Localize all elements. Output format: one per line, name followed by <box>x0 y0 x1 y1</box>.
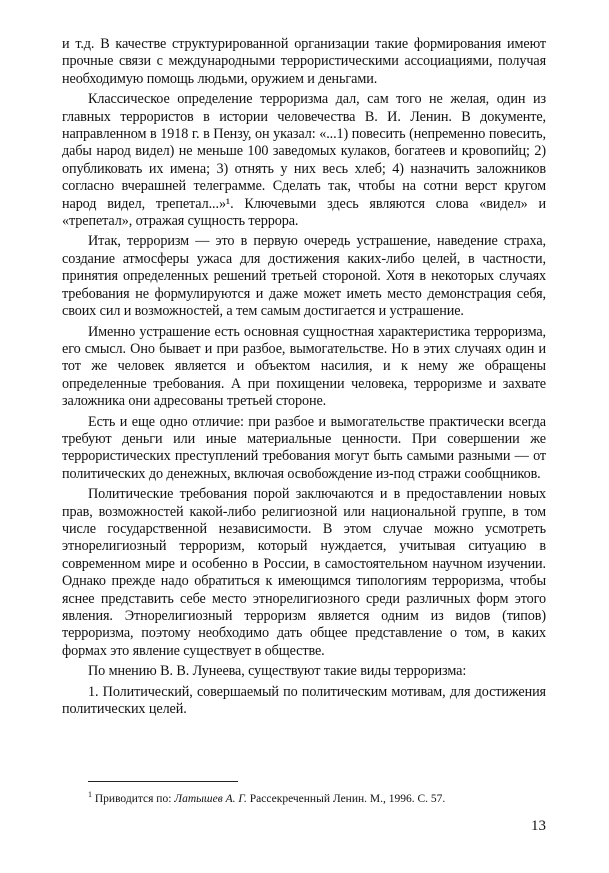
footnote-prefix: Приводится по: <box>92 792 175 805</box>
paragraph-2: Классическое определение терроризма дал, сам того не желая, один из главных террористов в истории человечества В. И. Ленин. В документе, направленном в 1918 г. в Пензу, он указал: «...1) повесить (непременно повесить, дабы народ видел) не меньше 100 заведомых кулаков, богатеев и кровопийц; 2) опубликовать их имена; 3) отнять у них весь хлеб; 4) назначить заложников согласно вчерашней телеграмме. Сделать так, чтобы на сотни верст кругом народ видел, трепетал...»¹. Ключевыми здесь являются слова «видел» и «трепетал», отражая сущность террора. <box>62 91 546 230</box>
paragraph-5: Есть и еще одно отличие: при разбое и вымогательстве практически всегда требуют деньги или иные материальные ценности. При совершении же террористических преступлений требования могут быть самыми разными — от политических до денежных, включая освобождение из-под стражи сообщников. <box>62 413 546 482</box>
footnote-divider <box>88 781 238 782</box>
footnote-author: Латышев А. Г. <box>174 792 247 805</box>
paragraph-1: и т.д. В качестве структурированной организации такие формирования имеют прочные связи с международными террористическими ассоциациями, получая необходимую помощь людьми, оружием и деньгами. <box>62 36 546 87</box>
paragraph-3: Итак, терроризм — это в первую очередь устрашение, наведение страха, создание атмосферы ужаса для достижения каких-либо целей, в частности, принятия определенных решений третьей стороной. Хотя в некоторых случаях требования не формулируются и даже может иметь место демонстрация себя, своих сил и возможностей, а тем самым достигается и устрашение. <box>62 233 546 320</box>
page-number: 13 <box>531 818 546 834</box>
paragraph-8: 1. Политический, совершаемый по политическим мотивам, для достижения политических целей. <box>62 683 546 718</box>
paragraph-7: По мнению В. В. Лунеева, существуют такие виды терроризма: <box>88 663 467 680</box>
footnote-source: Рассекреченный Ленин. М., 1996. С. 57. <box>246 792 446 805</box>
paragraph-4: Именно устрашение есть основная сущностная характеристика терроризма, его смысл. Оно бывает и при разбое, вымогательстве. Но в этих случаях один и тот же человек является и объектом насилия, и к нему же обращены определенные требования. А при похищении человека, терроризме и захвате заложника они адресованы третьей стороне. <box>62 323 546 410</box>
paragraph-6: Политические требования порой заключаются и в предоставлении новых прав, возможностей какой-либо религиозной или национальной группе, в том числе государственной независимости. В этом случае можно усмотреть этнорелигиозный терроризм, который нуждается, учитывая ситуацию в современном мире и особенно в России, в самостоятельном научном изучении. Однако прежде надо обратиться к имеющимся типологиям терроризма, чтобы яснее представить себе место этнорелигиозного среди различных форм этого явления. Этнорелигиозный терроризм является одним из видов (типов) терроризма, поэтому необходимо дать общее представление о том, в каких формах это явление существует в обществе. <box>62 486 546 659</box>
body-text <box>62 36 546 718</box>
footnote-marker: 1 <box>88 790 92 799</box>
footnote <box>88 788 548 806</box>
